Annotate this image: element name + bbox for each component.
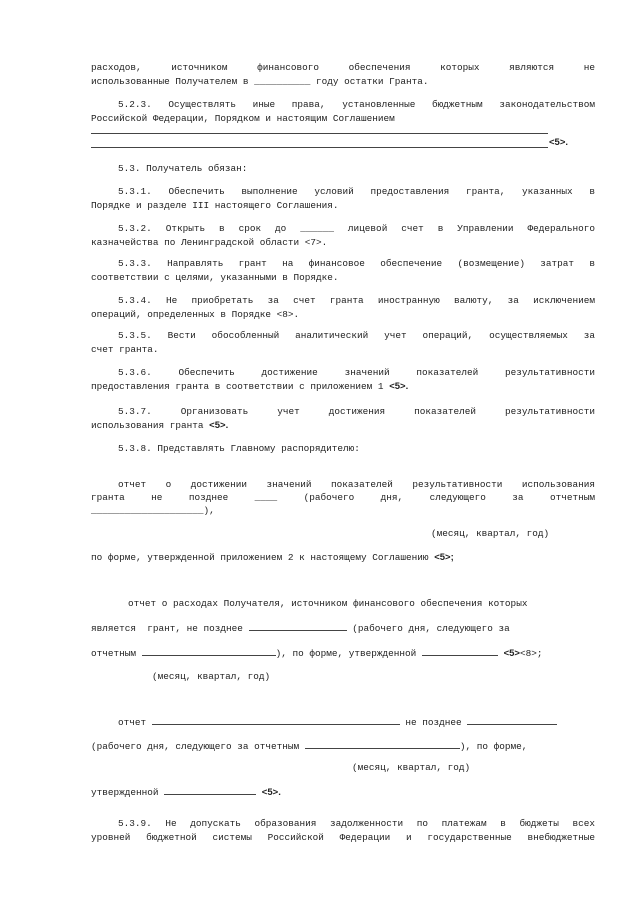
paragraph-5-3: 5.3. Получатель обязан: (118, 163, 248, 174)
text-line: использованные Получателем в __________ году остатки Гранта. (91, 76, 429, 87)
period-caption: (месяц, квартал, год) (152, 671, 271, 682)
paragraph-5-3-1: 5.3.1. Обеспечить выполнение условий предоставления гранта, указанных в (118, 186, 595, 197)
text-line: Порядке и разделе III настоящего Соглашения. (91, 200, 339, 211)
report-3-text: отчет не позднее (118, 715, 598, 730)
paragraph-5-3-9: 5.3.9. Не допускать образования задолженности по платежам в бюджеты всех (118, 818, 595, 829)
text-line: использования гранта <5>. (91, 420, 229, 431)
text-line: операций, определенных в Порядке <8>. (91, 309, 300, 320)
text-line: гранта не позднее ____ (рабочего дня, следующего за отчетным (91, 492, 595, 503)
fill-line (91, 133, 548, 134)
text-line: утвержденной <5>. (91, 787, 281, 798)
text-line: казначейства по Ленинградской области <7>. (91, 237, 328, 248)
paragraph-5-3-2: 5.3.2. Открыть в срок до ______ лицевой счет в Управлении Федерального (118, 223, 595, 234)
text-line: является грант, не позднее (рабочего дня, следующего за (91, 623, 510, 634)
paragraph-5-3-5: 5.3.5. Вести обособленный аналитический учет операций, осуществляемых за (118, 330, 595, 341)
fill-line (91, 147, 548, 148)
report-2-text: отчет о расходах Получателя, источником финансового обеспечения которых (128, 598, 528, 609)
period-caption: (месяц, квартал, год) (352, 762, 471, 773)
paragraph-5-3-4: 5.3.4. Не приобретать за счет гранта иностранную валюту, за исключением (118, 295, 595, 306)
footnote-ref: <5>. (261, 787, 281, 798)
paragraph-5-3-8: 5.3.8. Представлять Главному распорядителю: (118, 443, 360, 454)
text-line: расходов, источником финансового обеспечения которых являются не (91, 62, 595, 73)
text-line: ____________________), (91, 505, 215, 516)
footnote-ref: <5>; (434, 552, 454, 563)
text-line: отчетным ), по форме, утвержденной <5><8>; (91, 648, 543, 659)
paragraph-5-3-3: 5.3.3. Направлять грант на финансовое обеспечение (возмещение) затрат в (118, 258, 595, 269)
paragraph-5-3-7: 5.3.7. Организовать учет достижения показателей результативности (118, 406, 595, 417)
text-line: предоставления гранта в соответствии с приложением 1 <5>. (91, 381, 409, 392)
text-line: (рабочего дня, следующего за отчетным ), по форме, (91, 741, 528, 752)
paragraph-5-2-3: 5.2.3. Осуществлять иные права, установленные бюджетным законодательством (118, 99, 595, 110)
paragraph-5-3-6: 5.3.6. Обеспечить достижение значений показателей результативности (118, 367, 595, 378)
report-1-text: отчет о достижении значений показателей результативности использования (118, 479, 595, 490)
footnote-ref: <5>. (389, 381, 409, 392)
text-line: Российской Федерации, Порядком и настоящим Соглашением (91, 113, 395, 124)
text-line: по форме, утвержденной приложением 2 к настоящему Соглашению <5>; (91, 552, 454, 563)
footnote-ref: <8>; (519, 648, 543, 659)
text-line: счет гранта. (91, 344, 159, 355)
footnote-ref: <5> (503, 648, 520, 659)
footnote-ref: <5>. (549, 137, 569, 148)
text-line: соответствии с целями, указанными в Порядке. (91, 272, 339, 283)
footnote-ref: <5>. (209, 420, 229, 431)
period-caption: (месяц, квартал, год) (431, 528, 550, 539)
text-line: уровней бюджетной системы Российской Федерации и государственные внебюджетные (91, 832, 595, 843)
